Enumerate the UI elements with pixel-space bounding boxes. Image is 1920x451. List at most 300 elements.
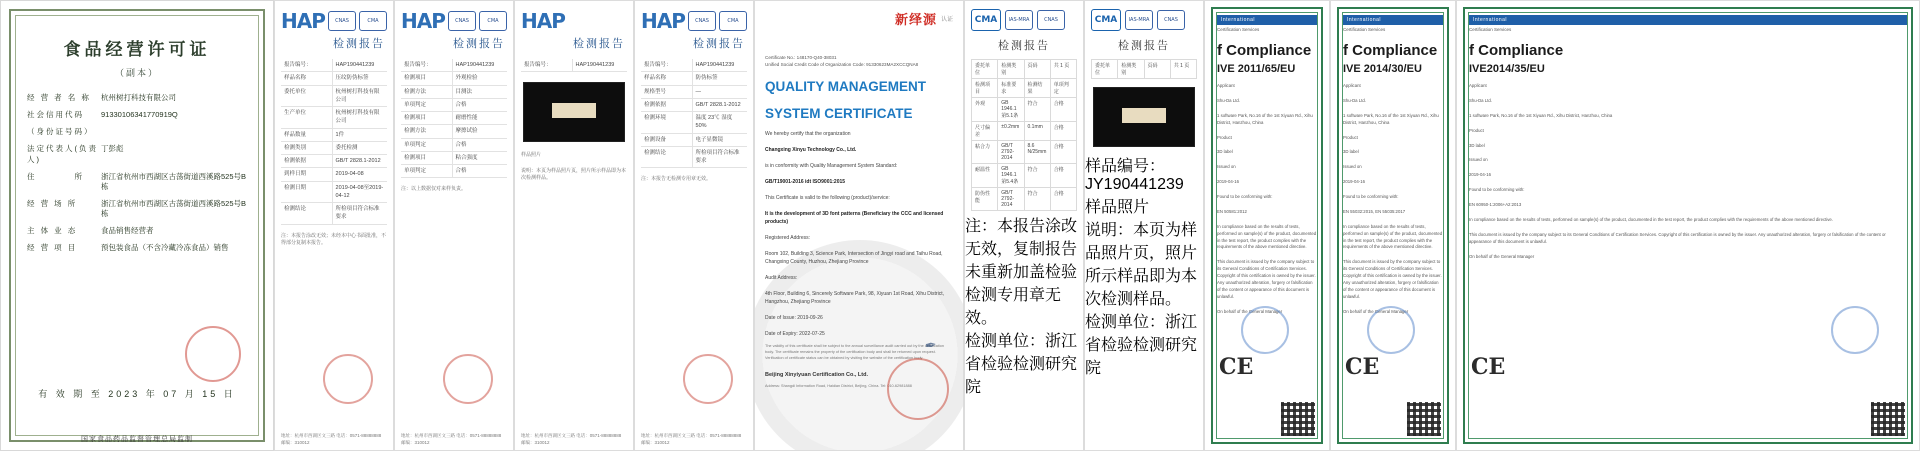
cell-value: HAP190441239 xyxy=(695,62,735,68)
cell: GB/T 2792-2014 xyxy=(998,141,1024,163)
field-value: 浙江省杭州市西湖区古荡街道西溪路525号B栋 xyxy=(101,171,247,191)
cell: 单项判定 xyxy=(1053,82,1069,95)
table-row xyxy=(401,59,507,72)
certifier-seal-stamp xyxy=(1831,306,1879,354)
cell-label: 检测项目 xyxy=(401,72,453,84)
cert-no: 148170-Q40-38031 xyxy=(796,55,837,60)
cell-label: 检测方法 xyxy=(401,86,453,98)
licence-row xyxy=(27,172,247,192)
cert-no-label: Certificate No.: xyxy=(765,55,796,60)
certifier-subtitle: Certification Services xyxy=(1469,27,1512,32)
cell-label: 单项判定 xyxy=(401,99,453,111)
cell-label: 检测环境 xyxy=(641,112,693,133)
report-title: 检测报告 xyxy=(333,38,385,50)
column-header: 页码 xyxy=(1145,60,1171,78)
product-label: Product xyxy=(1217,134,1232,140)
table-row xyxy=(281,72,387,85)
table-header-row xyxy=(1091,59,1197,79)
cell-label: 检测结论 xyxy=(281,203,333,224)
hap-logo: HAP xyxy=(281,9,325,33)
table-row xyxy=(401,86,507,99)
cma-badge: CMA xyxy=(359,11,387,31)
certifier-bar: International xyxy=(1217,15,1317,25)
table-row xyxy=(641,59,747,72)
cell-value: — xyxy=(695,88,702,95)
applicant-name: Shu-Da Ltd. xyxy=(1343,97,1366,103)
ce-mark-icon: CE xyxy=(1471,354,1506,380)
found-standards: EN 55032:2015, EN 55035:2017 xyxy=(1343,208,1406,214)
hap-header xyxy=(635,1,753,35)
licence-subtitle: （副本） xyxy=(114,68,159,78)
licence-row xyxy=(27,243,247,253)
food-business-licence[interactable] xyxy=(0,0,274,451)
compliance-body: In compliance based on the results of tests, performed on sample(s) of the product, documented in the test report, the product complies with the requirements of the above mentioned directive. xyxy=(1469,216,1833,222)
issue-date: 2019-04-16 xyxy=(1217,179,1239,185)
cnas-badge: CNAS xyxy=(688,11,716,31)
table-header-row xyxy=(971,59,1077,79)
organization-name: Changxing Xinyu Technology Co., Ltd. xyxy=(765,147,857,154)
legal-note: This document is issued by the company subject to its General Conditions of Certification Services. Copyright of this certification is owned by the issuer. Any unauthorized alteration, forgery or falsification of the content or appearance of this document is unlawful. xyxy=(1343,259,1442,299)
cell-label: 检测设备 xyxy=(641,134,693,146)
certifier-seal-stamp xyxy=(1241,306,1289,354)
table-row xyxy=(401,152,507,165)
issue-label: Issued on xyxy=(1469,157,1488,163)
cell: 耐温性 xyxy=(972,164,998,187)
table-row xyxy=(281,142,387,155)
cell-value: 粘合强度 xyxy=(455,154,478,161)
product-name: 3D label xyxy=(1343,149,1359,155)
compliance-body: In compliance based on the results of tests, performed on sample(s) of the product, documented in the test report, the product complies with the requirements of the above mentioned directive. xyxy=(1343,223,1443,250)
field-label: 社会信用代码 xyxy=(27,110,84,120)
table-row xyxy=(401,125,507,138)
table-row xyxy=(401,165,507,178)
cell-value: 合格 xyxy=(455,141,467,148)
product-label: Product xyxy=(1469,127,1484,133)
hap-header xyxy=(275,1,393,35)
certificate-meta xyxy=(765,54,953,69)
table-row xyxy=(401,139,507,152)
table-row xyxy=(641,112,747,134)
table-row xyxy=(401,99,507,112)
cell: 合格 xyxy=(1053,144,1064,150)
field-label: 经 营 者 名 称 xyxy=(27,93,91,102)
applicant-address: 1 software Park, No.16 of the 1st Xiyuan Rd., Xihu District, Hanzhou, China xyxy=(1217,112,1313,125)
official-seal-stamp xyxy=(185,326,241,382)
photo-caption: 样品照片 xyxy=(1085,199,1150,216)
accreditation-marks xyxy=(688,11,747,31)
directive: IVE 2014/30/EU xyxy=(1343,63,1422,75)
table-row xyxy=(281,86,387,108)
applicant-address: 1 software Park, No.16 of the 1st Xiyuan Rd., Xihu District, Hanzhou, China xyxy=(1343,112,1439,125)
table-row xyxy=(281,129,387,142)
cma-table xyxy=(1085,57,1203,81)
applicant-name: Shu-Da Ltd. xyxy=(1469,97,1492,103)
certifier-seal-stamp xyxy=(887,358,949,420)
compliance-certificate-rohs[interactable] xyxy=(1204,0,1330,451)
cma-table xyxy=(965,57,1083,213)
licence-inner-frame xyxy=(9,9,265,442)
field-label: 住 所 xyxy=(27,171,84,181)
cell: 检测项目 xyxy=(972,79,998,97)
registered-address: Room 102, Building 3, Science Park, Intersection of Jingyi road and Taihu Road, Changxing County, Huzhou, Zhejiang Province xyxy=(765,251,943,266)
column-header: 检测类别 xyxy=(998,60,1024,78)
field-label: 经 营 场 所 xyxy=(27,198,78,208)
table-row xyxy=(401,112,507,125)
cell-value: 合格 xyxy=(455,168,467,174)
hap-fields xyxy=(275,55,393,229)
cell: 标准要求 xyxy=(998,79,1024,97)
cell-value: HAP190441239 xyxy=(575,62,615,68)
hap-fields xyxy=(395,55,513,182)
cell-value: 杭州树打科技有限公司 xyxy=(335,88,380,103)
table-row xyxy=(281,155,387,168)
sample-no-label: 样品编号： xyxy=(1085,158,1166,175)
signer-label: On behalf of the General Manager xyxy=(1217,308,1283,314)
compliance-title: f Compliance xyxy=(1469,42,1564,59)
licence-row xyxy=(27,110,247,120)
cma-badge: CMA xyxy=(719,11,747,31)
issue-date: 2019-04-16 xyxy=(1343,179,1365,185)
issue-label: Issued on xyxy=(1343,164,1362,170)
hap-logo: HAP xyxy=(521,9,565,33)
report-footer: 检测单位：浙江省检验检测研究院 xyxy=(965,333,1078,396)
legal-note: This document is issued by the company subject to its General Conditions of Certification Services. Copyright of this certification is owned by the issuer. Any unauthorized alteration, forgery or falsification of the content or appearance of this document is unlawful. xyxy=(1217,259,1316,299)
cell-value: 所检项目符合标准要求 xyxy=(335,206,380,221)
report-footer: 地址：杭州市西湖区文三路 电话：0571-88888888 邮编：310012 xyxy=(641,433,742,445)
credit-no: 91330623MA2XCCQNA8 xyxy=(866,62,919,68)
cell-label: 样品数量 xyxy=(281,129,333,141)
table-row xyxy=(641,99,747,112)
hap-report-4[interactable] xyxy=(634,0,754,451)
date-of-expiry: Date of Expiry: 2022-07-25 xyxy=(765,331,825,338)
compliance-certificate-lvd[interactable] xyxy=(1456,0,1920,451)
licence-row xyxy=(27,199,247,219)
report-note: 注：本报告无检测专用章无效。 xyxy=(641,176,712,183)
certifier-subtitle: Certification Services xyxy=(1343,27,1386,32)
report-title: 检测报告 xyxy=(693,38,745,50)
table-row xyxy=(971,98,1077,122)
cnas-badge: CNAS xyxy=(328,11,356,31)
accreditation-marks xyxy=(328,11,387,31)
licence-row xyxy=(27,93,247,103)
table-row xyxy=(641,134,747,147)
hap-header xyxy=(395,1,513,35)
licence-validity: 有 效 期 至 2023 年 07 月 15 日 xyxy=(38,389,236,399)
table-row xyxy=(641,86,747,99)
cell-value: 摩擦试验 xyxy=(455,128,478,135)
cell-value: 压纹防伪标签 xyxy=(335,75,369,82)
sample-no xyxy=(1085,153,1203,194)
compliance-title: f Compliance xyxy=(1343,42,1438,59)
cell-value: 所检项目符合标准要求 xyxy=(695,149,740,164)
table-row xyxy=(971,164,1077,188)
inspection-seal-stamp xyxy=(443,354,493,404)
cell: 合格 xyxy=(1053,101,1064,107)
cell: 检测结果 xyxy=(1025,79,1051,97)
column-header: 共 1 页 xyxy=(1053,63,1070,69)
cell-value: 目测法 xyxy=(455,88,473,95)
applicant-address: 1 software Park, No.16 of the 1st Xiyuan Rd., Xihu District, Hanzhou, China xyxy=(1469,112,1613,118)
registered-address-label: Registered Address: xyxy=(765,235,811,242)
cnas-badge: CNAS xyxy=(1157,10,1185,30)
directive: IVE2014/35/EU xyxy=(1469,63,1545,75)
hap-logo: HAP xyxy=(641,9,685,33)
cell-value: 合格 xyxy=(455,101,467,108)
inspection-seal-stamp xyxy=(683,354,733,404)
ce-mark-icon: CE xyxy=(1345,354,1380,380)
table-row xyxy=(641,72,747,85)
date-of-issue: Date of Issue: 2019-09-26 xyxy=(765,315,823,322)
cell: 防伪性能 xyxy=(972,188,998,210)
table-row xyxy=(401,72,507,85)
conformity-text: is in conformity with Quality Management System Standard: xyxy=(765,163,898,170)
table-row xyxy=(281,168,387,181)
cell: 粘合力 xyxy=(972,141,998,163)
licence-row xyxy=(27,144,247,164)
scope-label: This Certificate is valid to the following (product)/service: xyxy=(765,195,890,202)
brand-name: 新绎源 xyxy=(894,13,937,28)
cell-value: 2019-04-08 xyxy=(335,171,364,178)
quality-management-certificate[interactable] xyxy=(754,0,964,451)
issue-label: Issued on xyxy=(1217,164,1236,170)
licence-row xyxy=(27,127,247,137)
cnas-badge: CNAS xyxy=(1037,10,1065,30)
sample-photo xyxy=(1093,87,1195,147)
field-value: 杭州树打科技有限公司 xyxy=(101,93,176,102)
cell-label: 检测日期 xyxy=(281,182,333,203)
cell-value: 耐磨性能 xyxy=(455,115,478,121)
report-footer: 地址：杭州市西湖区文三路 电话：0571-88888888 邮编：310012 xyxy=(401,433,502,445)
report-footer: 地址：杭州市西湖区文三路 电话：0571-88888888 邮编：310012 xyxy=(521,433,622,445)
table-row xyxy=(281,182,387,204)
brand-subtitle: 认证 xyxy=(940,17,953,23)
table-row xyxy=(971,122,1077,141)
report-note: 注：本报告涂改无效；未经本中心书面批准，不得部分复制本报告。 xyxy=(281,232,387,246)
found-standards: EN 50581:2012 xyxy=(1217,208,1247,214)
column-header: 委托单位 xyxy=(972,60,998,78)
licence-title: 食品经营许可证 xyxy=(63,40,211,60)
cell-value: 2019-04-08至2019-04-12 xyxy=(335,184,384,199)
cell: GB/T 2792-2014 xyxy=(998,188,1024,210)
cell-value: 1件 xyxy=(335,131,345,138)
cma-badge: CMA xyxy=(479,11,507,31)
compliance-certificate-emc[interactable] xyxy=(1330,0,1456,451)
field-value: 预包装食品（不含冷藏冷冻食品）销售 xyxy=(101,243,229,253)
cell-label: 检测方法 xyxy=(401,125,453,137)
cell-label: 报告编号： xyxy=(641,59,693,71)
cell: 尺寸偏差 xyxy=(972,122,998,140)
cell-label: 检测依据 xyxy=(281,155,333,167)
cell-value: 温度 23℃ 湿度 50% xyxy=(695,115,733,130)
licence-footer: 国家食品药品监督管理总局监制 xyxy=(81,436,193,443)
cell-label: 样品名称 xyxy=(641,72,693,84)
report-title: 检测报告 xyxy=(573,38,625,50)
cnas-badge: CNAS xyxy=(448,11,476,31)
hap-fields xyxy=(515,55,633,76)
compliance-body: In compliance based on the results of tests, performed on sample(s) of the product, documented in the test report, the product complies with the requirements of the above mentioned directive. xyxy=(1217,223,1317,250)
compliance-title: f Compliance xyxy=(1217,42,1312,59)
table-row xyxy=(521,59,627,72)
cell: GB 1946.1 第5.1条 xyxy=(998,98,1024,121)
column-header: 共 1 页 xyxy=(1173,63,1190,69)
cell-value: 杭州树打科技有限公司 xyxy=(335,110,380,125)
cell: ±0.2mm xyxy=(998,122,1024,140)
inspection-seal-stamp xyxy=(323,354,373,404)
cell-label: 规格型号 xyxy=(641,86,693,98)
cell-label: 单项判定 xyxy=(401,139,453,151)
field-value: 丁彭彪 xyxy=(101,144,124,154)
directive: IVE 2011/65/EU xyxy=(1217,63,1296,75)
issue-date: 2019-04-16 xyxy=(1469,172,1491,178)
certifier-logo xyxy=(765,9,953,28)
applicant-name: Shu-Da Ltd. xyxy=(1217,97,1240,103)
hap-fields xyxy=(635,55,753,172)
standard-name: GB/T19001-2016 idt ISO9001:2015 xyxy=(765,179,846,186)
table-row xyxy=(281,203,387,225)
cell-label: 样品名称 xyxy=(281,72,333,84)
table-row xyxy=(281,107,387,129)
qr-code-icon xyxy=(1281,402,1315,436)
cell-value: 外观检验 xyxy=(455,75,478,82)
cell: 符合 xyxy=(1025,188,1051,210)
applicant-label: Applicant xyxy=(1217,83,1235,88)
report-note: 说明：本页为样品照片页，照片所示样品即为本次检测样品。 xyxy=(521,167,627,182)
cell-label: 检测项目 xyxy=(401,152,453,164)
cell-value: 防伪标签 xyxy=(695,75,718,82)
report-note: 说明：本页为样品照片页，照片所示样品即为本次检测样品。 xyxy=(1085,222,1198,308)
cell: 合格 xyxy=(1053,191,1064,197)
found-label: Found to be conforming with: xyxy=(1343,194,1399,199)
cell: GB 1946.1 第5.4条 xyxy=(998,164,1024,187)
qms-title-line2: SYSTEM CERTIFICATE xyxy=(765,105,913,121)
sample-no-value: JY190441239 xyxy=(1085,176,1184,193)
cell: 0.1mm xyxy=(1025,122,1051,140)
ilac-mra-badge: IAS-MRA xyxy=(1005,10,1033,30)
hap-report-photo-page[interactable] xyxy=(514,0,634,451)
cell: 8.6 N/25mm xyxy=(1025,141,1051,163)
issuer-name: Beijing Xinyiyuan Certification Co., Ltd. xyxy=(765,371,868,378)
cell: 合格 xyxy=(1053,167,1064,173)
column-header: 委托单位 xyxy=(1092,60,1118,78)
signature: ✒ xyxy=(924,337,939,355)
cma-report-1[interactable] xyxy=(964,0,1084,451)
cell-value: GB/T 2828.1-2012 xyxy=(335,158,381,164)
cell: 外观 xyxy=(972,98,998,121)
column-header: 检测类别 xyxy=(1118,60,1144,78)
cell-label: 单项判定 xyxy=(401,165,453,177)
cell: 合格 xyxy=(1053,125,1064,131)
accreditation-marks xyxy=(448,11,507,31)
cell: 符合 xyxy=(1025,164,1051,187)
table-row xyxy=(971,141,1077,164)
table-row xyxy=(641,147,747,169)
licence-fields xyxy=(21,93,253,253)
cell-value: HAP190441239 xyxy=(455,62,495,68)
field-value: 食品销售经营者 xyxy=(101,226,154,236)
cma-report-photo-page[interactable] xyxy=(1084,0,1204,451)
hap-logo: HAP xyxy=(401,9,445,33)
report-footer: 检测单位：浙江省检验检测研究院 xyxy=(1085,314,1198,377)
credit-label: Unified Social Credit Code of Organization Code: xyxy=(765,62,865,68)
field-label: 主 体 业 态 xyxy=(27,226,78,236)
report-title: 检测报告 xyxy=(998,40,1050,52)
field-value: 91330106341770919Q xyxy=(101,110,178,120)
table-row xyxy=(971,79,1077,98)
signer-label: On behalf of the General Manager xyxy=(1469,253,1535,259)
cell-value: GB/T 2828.1-2012 xyxy=(695,101,741,108)
product-name: 3D label xyxy=(1217,149,1233,155)
cma-marks xyxy=(965,1,1083,33)
licence-row xyxy=(27,226,247,236)
cma-marks xyxy=(1085,1,1203,33)
cell-value: HAP190441239 xyxy=(335,62,375,68)
certifier-subtitle: Certification Services xyxy=(1217,27,1260,32)
cell-label: 检测结论 xyxy=(641,147,693,168)
ilac-mra-badge: IAS-MRA xyxy=(1125,10,1153,30)
cell-label: 报告编号： xyxy=(281,59,333,71)
fineprint: The validity of this certificate shall be subject to the annual surveillance audit carried out by the certification body. The certificate remains the property of the certification body and shall be returned upon request. Verification of certificate status can be obtained by visiting the website of the certification body. xyxy=(765,344,944,360)
issuer-address: Address: Shangdi Information Road, Haidian District, Beijing, China. Tel: 010-62981888 xyxy=(765,383,912,388)
found-label: Found to be conforming with: xyxy=(1217,194,1273,199)
cell: 符合 xyxy=(1025,98,1051,121)
sample-photo xyxy=(523,82,625,142)
cma-badge: CMA xyxy=(971,9,1001,31)
field-label: 经 营 项 目 xyxy=(27,243,78,253)
audit-address-label: Audit Address: xyxy=(765,275,798,282)
cell-label: 检测类别 xyxy=(281,142,333,154)
field-label: 法定代表人(负责人) xyxy=(27,144,98,164)
report-title: 检测报告 xyxy=(1118,40,1170,52)
certifier-seal-stamp xyxy=(1367,306,1415,354)
cell-label: 检测项目 xyxy=(401,112,453,124)
table-row xyxy=(281,59,387,72)
cell-value: 电子显微镜 xyxy=(695,136,724,143)
photo-caption: 样品照片 xyxy=(521,152,542,159)
qr-code-icon xyxy=(1407,402,1441,436)
qr-code-icon xyxy=(1871,402,1905,436)
ce-mark-icon: CE xyxy=(1219,354,1254,380)
applicant-label: Applicant xyxy=(1343,83,1361,88)
field-value xyxy=(101,127,247,137)
field-label: （身份证号码） xyxy=(27,127,94,137)
cma-badge: CMA xyxy=(1091,9,1121,31)
report-title: 检测报告 xyxy=(453,38,505,50)
report-note: 注：本报告涂改无效，复制报告未重新加盖检验检测专用章无效。 xyxy=(965,218,1078,327)
qms-title-line1: QUALITY MANAGEMENT xyxy=(765,78,926,94)
column-header: 页码 xyxy=(1025,60,1051,78)
found-standards: EN 60950-1:2006+A2:2013 xyxy=(1469,202,1522,207)
legal-note: This document is issued by the company subject to its General Conditions of Certification Services. Copyright of this certification is owned by the issuer. Any unauthorized alteration, forgery or falsification of the content or appearance of this document is unlawful. xyxy=(1469,231,1886,244)
applicant-label: Applicant xyxy=(1469,83,1487,88)
table-row xyxy=(971,188,1077,211)
cell-label: 到样日期 xyxy=(281,168,333,180)
product-label: Product xyxy=(1343,134,1358,140)
product-name: 3D label xyxy=(1469,142,1485,148)
cell-label: 生产单位 xyxy=(281,107,333,128)
scope-text: It is the development of 3D font patterns (Beneficiary the CCC and licensed products) xyxy=(765,211,944,226)
hap-report-2[interactable] xyxy=(394,0,514,451)
hap-report-1[interactable] xyxy=(274,0,394,451)
report-note: 注：以上数据仅对来样负责。 xyxy=(401,186,467,193)
found-label: Found to be conforming with: xyxy=(1469,187,1525,193)
report-footer: 地址：杭州市西湖区文三路 电话：0571-88888888 邮编：310012 xyxy=(281,433,382,445)
signer-label: On behalf of the General Manager xyxy=(1343,308,1409,314)
cell-label: 检测依据 xyxy=(641,99,693,111)
cell-label: 报告编号： xyxy=(401,59,453,71)
field-value: 浙江省杭州市西湖区古荡街道西溪路525号B栋 xyxy=(101,198,247,218)
cell-value: 委托检测 xyxy=(335,144,358,151)
certifier-bar: International xyxy=(1469,15,1907,25)
